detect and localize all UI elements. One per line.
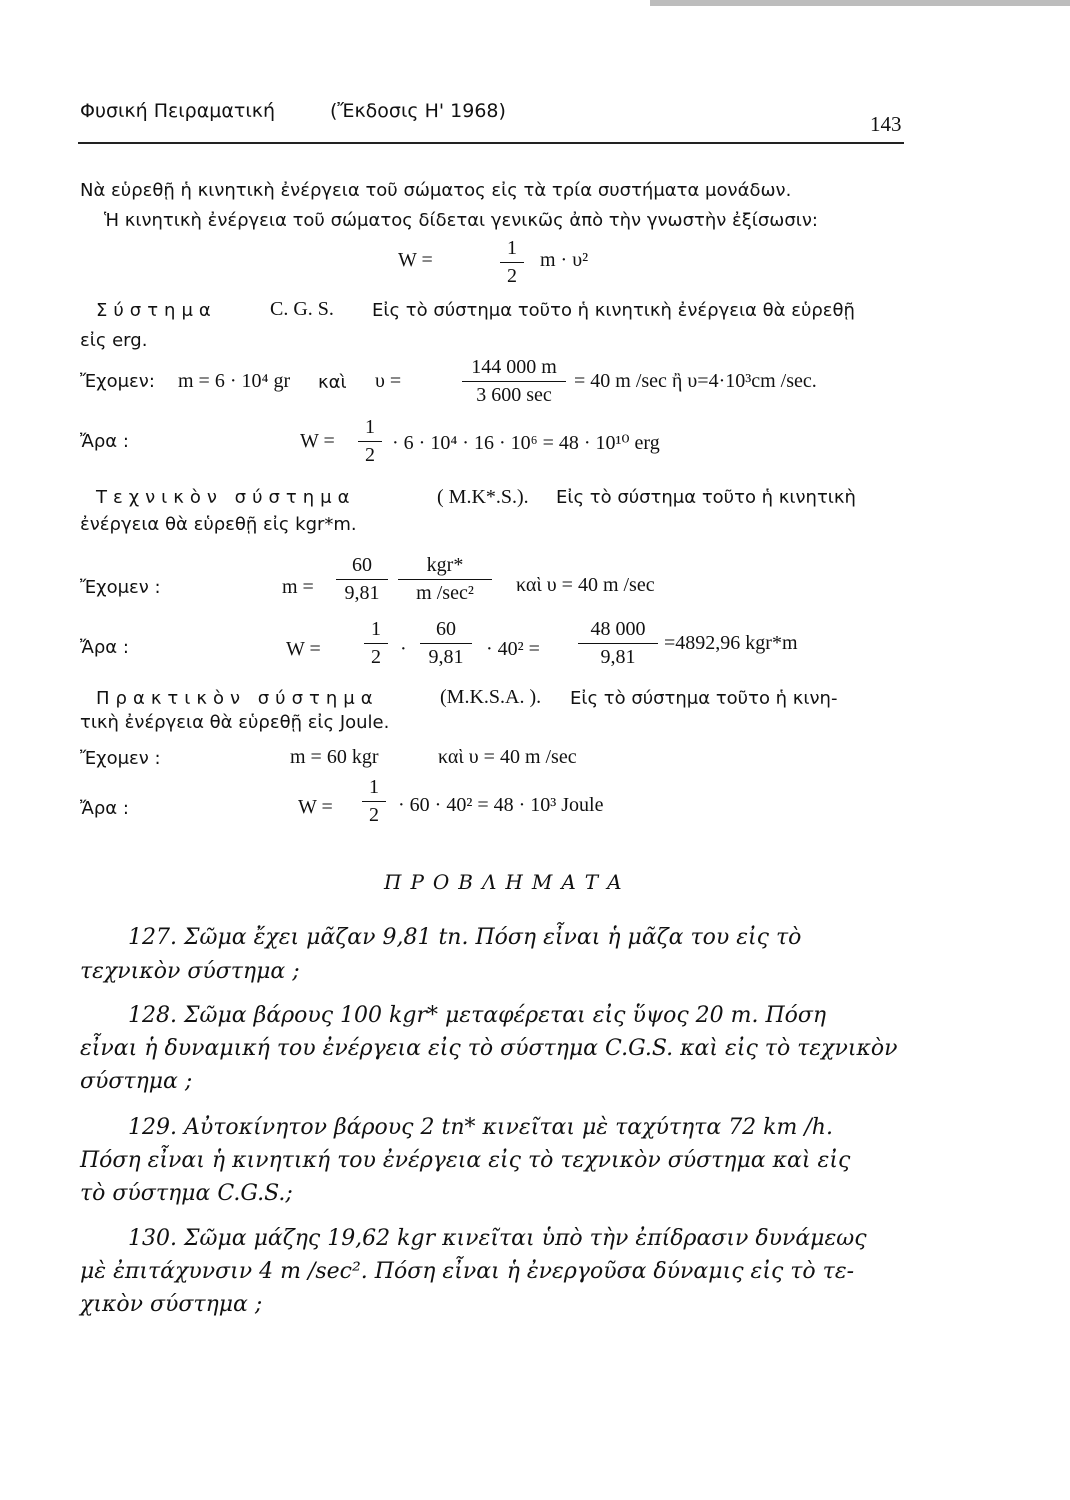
practical-have-label: Ἔχομεν : bbox=[80, 748, 161, 769]
formula-fraction bbox=[500, 237, 524, 288]
cgs-ara-numerator: 1 bbox=[358, 416, 382, 442]
formula-numerator: 1 bbox=[500, 237, 524, 263]
practical-heading: Πρακτικὸν σύστημα bbox=[96, 688, 379, 709]
cgs-have-rest: = 40 m /sec ἢ υ=4·10³cm /sec. bbox=[574, 370, 817, 392]
cgs-ara-fraction bbox=[358, 416, 382, 467]
running-title: Φυσική Πειραματική bbox=[80, 100, 275, 122]
cgs-have-v: υ = bbox=[375, 370, 402, 392]
problem-129-line-1: 129. Αὐτοκίνητον βάρους 2 tn* κινεῖται μὲ ταχύτητα 72 km /h. bbox=[128, 1115, 833, 1140]
technical-ara-fraction-1 bbox=[364, 618, 388, 669]
technical-heading: Τεχνικὸν σύστημα bbox=[96, 487, 356, 508]
technical-have-num-2: kgr* bbox=[398, 554, 492, 580]
page-number: 143 bbox=[870, 112, 902, 136]
problems-title: ΠΡΟΒΛΗΜΑΤΑ bbox=[384, 870, 631, 894]
intro-line-2: Ἡ κινητικὴ ἐνέργεια τοῦ σώματος δίδεται γενικῶς ἀπὸ τὴν γνωστὴν ἐξίσωσιν: bbox=[104, 210, 818, 231]
problem-127-line-2: τεχνικὸν σύστημα ; bbox=[80, 959, 300, 984]
formula-rhs: m · υ² bbox=[540, 249, 589, 271]
technical-ara-lhs: W = bbox=[286, 638, 321, 660]
technical-ara-mid: · 40² = bbox=[486, 638, 540, 660]
header-rule bbox=[78, 142, 904, 144]
intro-line-1: Νὰ εὑρεθῇ ἡ κινητικὴ ἐνέργεια τοῦ σώματος εἰς τὰ τρία συστήματα μονάδων. bbox=[80, 180, 792, 201]
technical-have-rest: καὶ υ = 40 m /sec bbox=[516, 574, 655, 596]
cgs-ara-rhs: · 6 · 10⁴ · 16 · 10⁶ = 48 · 10¹⁰ erg bbox=[392, 432, 660, 454]
practical-ara-fraction bbox=[362, 776, 386, 827]
problem-129-line-3: τὸ σύστημα C.G.S.; bbox=[80, 1181, 293, 1206]
technical-ara-num-1: 1 bbox=[364, 618, 388, 644]
technical-ara-num-2: 60 bbox=[420, 618, 472, 644]
technical-ara-fraction-3 bbox=[578, 618, 658, 669]
practical-ara-lhs: W = bbox=[298, 796, 333, 818]
technical-have-fraction-1 bbox=[336, 554, 388, 605]
formula-denominator: 2 bbox=[507, 265, 517, 287]
cgs-speed-numerator: 144 000 m bbox=[462, 356, 566, 382]
cgs-speed-fraction bbox=[462, 356, 566, 407]
technical-have-fraction-2 bbox=[398, 554, 492, 605]
practical-text-2: τικὴ ἐνέργεια θὰ εὑρεθῇ εἰς Joule. bbox=[80, 712, 390, 733]
technical-ara-label: Ἄρα : bbox=[80, 637, 129, 658]
technical-have-den-1: 9,81 bbox=[344, 582, 380, 604]
cgs-have-label: Ἔχομεν: bbox=[80, 371, 155, 392]
problem-128-line-3: σύστημα ; bbox=[80, 1069, 193, 1094]
scan-edge-shadow bbox=[650, 0, 1070, 6]
practical-ara-label: Ἄρα : bbox=[80, 798, 129, 819]
technical-text-1: Εἰς τὸ σύστημα τοῦτο ἡ κινητικὴ bbox=[556, 487, 856, 508]
practical-have-expr: m = 60 kgr bbox=[290, 746, 379, 768]
cgs-text-1: Εἰς τὸ σύστημα τοῦτο ἡ κινητικὴ ἐνέργεια θὰ εὑρεθῇ bbox=[372, 300, 855, 321]
cgs-text-2: εἰς erg. bbox=[80, 330, 148, 351]
problem-128-line-2: εἶναι ἡ δυναμική του ἐνέργεια εἰς τὸ σύστημα C.G.S. καὶ εἰς τὸ τεχνικὸν bbox=[80, 1036, 898, 1061]
problem-129-line-2: Πόση εἶναι ἡ κινητική του ἐνέργεια εἰς τὸ τεχνικὸν σύστημα καὶ εἰς bbox=[80, 1148, 851, 1173]
technical-ara-rhs: =4892,96 kgr*m bbox=[664, 632, 798, 654]
cgs-have-mass: m = 6 · 10⁴ gr bbox=[178, 370, 291, 392]
practical-system-name: (M.K.S.A. ). bbox=[440, 686, 542, 708]
problem-130-line-2: μὲ ἐπιτάχυνσιν 4 m /sec². Πόση εἶναι ἡ ἐνεργοῦσα δύναμις εἰς τὸ τε- bbox=[80, 1259, 855, 1284]
formula-lhs: W = bbox=[398, 249, 433, 271]
cgs-ara-denominator: 2 bbox=[365, 444, 375, 466]
technical-system-name: ( M.K*.S.). bbox=[437, 486, 529, 508]
technical-ara-fraction-2 bbox=[420, 618, 472, 669]
technical-ara-dot: · bbox=[400, 638, 407, 660]
practical-have-kai: καὶ υ = 40 m /sec bbox=[438, 746, 577, 768]
technical-ara-den-1: 2 bbox=[371, 646, 381, 668]
cgs-system-name: C. G. S. bbox=[270, 298, 334, 320]
practical-text-1: Εἰς τὸ σύστημα τοῦτο ἡ κινη- bbox=[570, 688, 838, 709]
technical-text-2: ἐνέργεια θὰ εὑρεθῇ εἰς kgr*m. bbox=[80, 514, 357, 535]
cgs-have-kai: καὶ bbox=[318, 372, 347, 393]
technical-have-lhs: m = bbox=[282, 576, 314, 598]
technical-have-den-2: m /sec² bbox=[416, 582, 474, 604]
cgs-ara-label: Ἄρα : bbox=[80, 431, 129, 452]
practical-ara-denominator: 2 bbox=[369, 804, 379, 826]
problem-127-line-1: 127. Σῶμα ἔχει μᾶζαν 9,81 tn. Πόση εἶναι ἡ μᾶζα του εἰς τὸ bbox=[128, 925, 802, 950]
technical-ara-den-3: 9,81 bbox=[600, 646, 636, 668]
practical-ara-numerator: 1 bbox=[362, 776, 386, 802]
cgs-ara-lhs: W = bbox=[300, 430, 335, 452]
technical-ara-num-3: 48 000 bbox=[578, 618, 658, 644]
technical-have-num-1: 60 bbox=[336, 554, 388, 580]
practical-ara-rhs: · 60 · 40² = 48 · 10³ Joule bbox=[398, 794, 604, 816]
cgs-speed-denominator: 3 600 sec bbox=[476, 384, 552, 406]
problem-130-line-1: 130. Σῶμα μάζης 19,62 kgr κινεῖται ὑπὸ τὴν ἐπίδρασιν δυνάμεως bbox=[128, 1226, 867, 1251]
cgs-heading: Σύστημα bbox=[96, 300, 217, 321]
problem-130-line-3: χικὸν σύστημα ; bbox=[80, 1292, 263, 1317]
technical-ara-den-2: 9,81 bbox=[428, 646, 464, 668]
edition-note: (Ἔκδοσις Η' 1968) bbox=[330, 100, 506, 122]
technical-have-label: Ἔχομεν : bbox=[80, 577, 161, 598]
problem-128-line-1: 128. Σῶμα βάρους 100 kgr* μεταφέρεται εἰς ὕψος 20 m. Πόση bbox=[128, 1003, 827, 1028]
